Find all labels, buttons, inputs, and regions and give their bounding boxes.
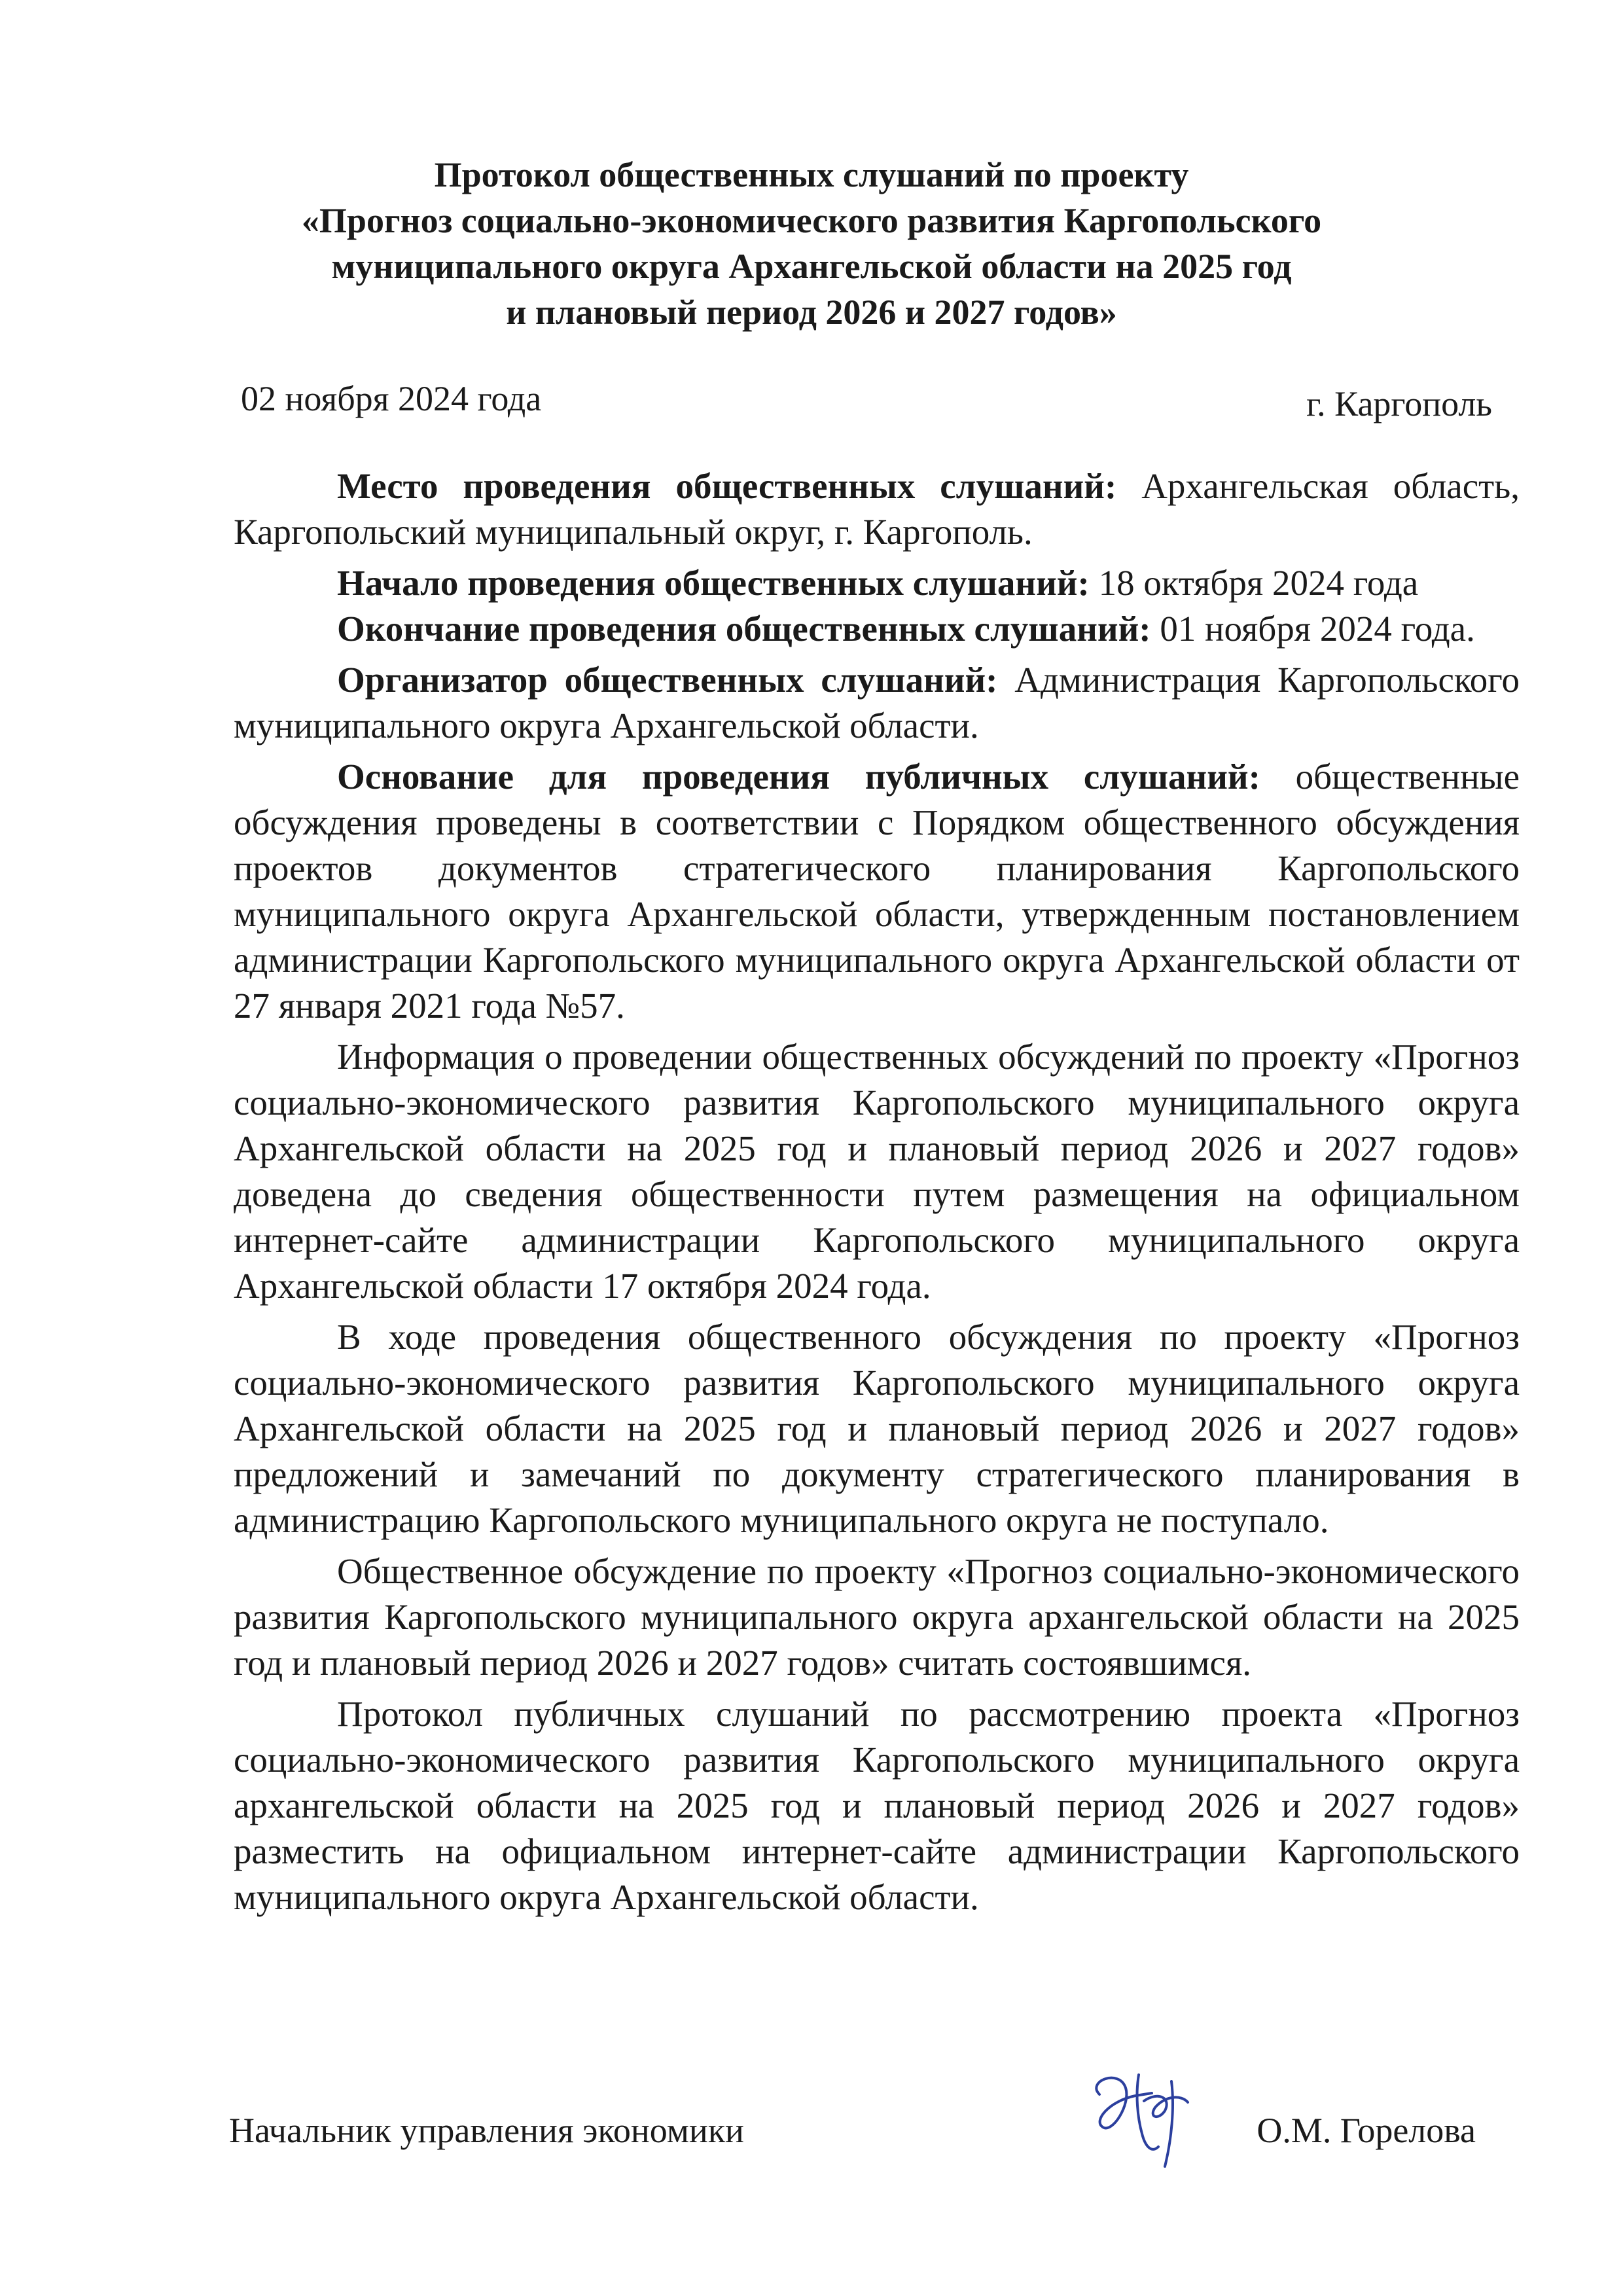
basis-paragraph xyxy=(234,754,1520,1029)
signatory-role: Начальник управления экономики xyxy=(229,2111,744,2150)
document-city: г. Каргополь xyxy=(1306,384,1492,423)
organizer-label: Организатор общественных слушаний: xyxy=(337,660,998,700)
document-date: 02 ноября 2024 года xyxy=(241,379,542,418)
handwritten-signature xyxy=(1073,2055,1204,2179)
title-line: и плановый период 2026 и 2027 годов» xyxy=(506,293,1117,332)
start-label: Начало проведения общественных слушаний: xyxy=(337,563,1090,603)
end-value: 01 ноября 2024 года. xyxy=(1150,609,1475,649)
organizer-value: Администрация Каргопольского муниципального округа Архангельской области. xyxy=(234,660,1520,745)
end-label: Окончание проведения общественных слушаний: xyxy=(337,609,1151,649)
document-body xyxy=(234,463,1520,1920)
document-title xyxy=(196,152,1427,335)
basis-value: общественные обсуждения проведены в соответствии с Порядком общественного обсуждения проектов документов стратегического планирования Каргопольского муниципального округа Архангельской области, утвержденным постановлением администрации Каргопольского муниципального округа Архангельской области от 27 января 2021 года №57. xyxy=(234,757,1520,1026)
body-paragraph: Протокол публичных слушаний по рассмотрению проекта «Прогноз социально-экономического развития Каргопольского муниципального округа архангельской области на 2025 год и плановый период 2026 и 2027 годов» разместить на официальном интернет-сайте администрации Каргопольского муниципального округа Архангельской области. xyxy=(234,1694,1520,1917)
signatory-name: О.М. Горелова xyxy=(1257,2111,1476,2150)
title-line: «Прогноз социально-экономического развития Каргопольского xyxy=(301,201,1322,240)
title-line: Протокол общественных слушаний по проекту xyxy=(434,155,1189,194)
body-paragraph: Информация о проведении общественных обсуждений по проекту «Прогноз социально-экономического развития Каргопольского муниципального округа Архангельской области на 2025 год и плановый период 2026 и 2027 годов» доведена до сведения общественности путем размещения на официальном интернет-сайте администрации Каргопольского муниципального округа Архангельской области 17 октября 2024 года. xyxy=(234,1037,1520,1306)
body-paragraph: В ходе проведения общественного обсуждения по проекту «Прогноз социально-экономического развития Каргопольского муниципального округа Архангельской области на 2025 год и плановый период 2026 и 2027 годов» предложений и замечаний по документу стратегического планирования в администрацию Каргопольского муниципального округа не поступало. xyxy=(234,1317,1520,1540)
body-paragraph: Общественное обсуждение по проекту «Прогноз социально-экономического развития Каргопольского муниципального округа архангельской области на 2025 год и плановый период 2026 и 2027 годов» считать состоявшимся. xyxy=(234,1551,1520,1683)
basis-label: Основание для проведения публичных слушаний: xyxy=(337,757,1260,797)
title-line: муниципального округа Архангельской области на 2025 год xyxy=(331,247,1292,286)
start-paragraph xyxy=(234,560,1520,606)
place-value: Архангельская область, Каргопольский муниципальный округ, г. Каргополь. xyxy=(234,466,1520,552)
end-paragraph xyxy=(234,606,1520,652)
start-value: 18 октября 2024 года xyxy=(1089,563,1419,603)
place-label: Место проведения общественных слушаний: xyxy=(337,466,1117,506)
organizer-paragraph xyxy=(234,657,1520,749)
place-paragraph xyxy=(234,463,1520,555)
